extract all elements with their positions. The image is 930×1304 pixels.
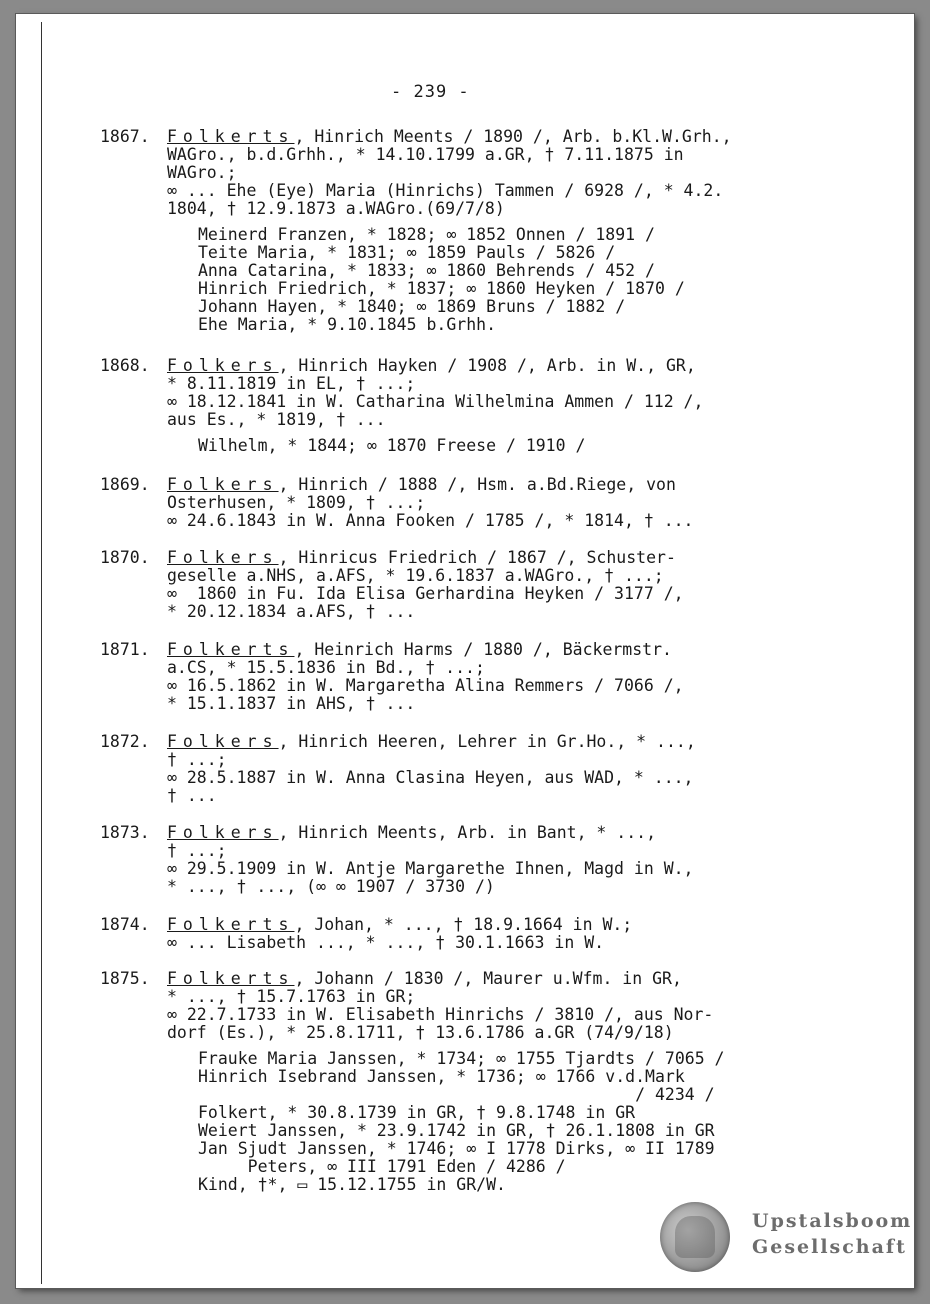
entry-text: ∞ ... Lisabeth ..., * ..., † 30.1.1663 in W. bbox=[167, 933, 605, 952]
entry bbox=[100, 970, 800, 1194]
entry-text: a.CS, * 15.5.1836 in Bd., † ...; bbox=[167, 658, 485, 677]
child-line: Peters, ∞ III 1791 Eden / 4286 / bbox=[198, 1157, 566, 1176]
entry-line bbox=[167, 411, 800, 429]
child-line: Johann Hayen, * 1840; ∞ 1869 Bruns / 1882 / bbox=[198, 297, 626, 316]
entry-line bbox=[167, 393, 800, 411]
entry-number: 1867. bbox=[100, 127, 150, 146]
family-name: Folkers bbox=[167, 475, 279, 494]
seal-icon bbox=[660, 1202, 730, 1272]
family-name: Folkers bbox=[167, 732, 279, 751]
entry-text: ∞ 28.5.1887 in W. Anna Clasina Heyen, aus WAD, * ..., bbox=[167, 768, 694, 787]
entry-text: Johan, * ..., † 18.9.1664 in W.; bbox=[314, 915, 633, 934]
entry bbox=[100, 357, 800, 455]
entry-body bbox=[167, 357, 800, 455]
entry bbox=[100, 916, 800, 952]
entry-line: Folkers, Hinrich Hayken / 1908 /, Arb. in W., GR, bbox=[167, 356, 696, 375]
family-name: Folkers bbox=[167, 823, 279, 842]
entry-line bbox=[167, 146, 800, 164]
child-line: Ehe Maria, * 9.10.1845 b.Grhh. bbox=[198, 315, 497, 334]
society-name bbox=[752, 1208, 912, 1260]
entry-line bbox=[167, 1024, 800, 1042]
entry-text: geselle a.NHS, a.AFS, * 19.6.1837 a.WAGro., † ...; bbox=[167, 566, 664, 585]
entry-number: 1871. bbox=[100, 640, 150, 659]
entry-text: Hinricus Friedrich / 1867 /, Schuster- bbox=[298, 548, 676, 567]
entry-number: 1870. bbox=[100, 548, 150, 567]
entry-text: ∞ 29.5.1909 in W. Antje Margarethe Ihnen, Magd in W., bbox=[167, 859, 694, 878]
entry bbox=[100, 128, 800, 334]
entry-text: Hinrich Heeren, Lehrer in Gr.Ho., * ..., bbox=[298, 732, 696, 751]
entry-text: ∞ 24.6.1843 in W. Anna Fooken / 1785 /, * 1814, † ... bbox=[167, 511, 694, 530]
entry-body bbox=[167, 549, 800, 621]
child-line: Hinrich Friedrich, * 1837; ∞ 1860 Heyken / 1870 / bbox=[198, 279, 685, 298]
entry-text: ∞ 16.5.1862 in W. Margaretha Alina Remmers / 7066 /, bbox=[167, 676, 684, 695]
entry-line: Folkerts, Hinrich Meents / 1890 /, Arb. b.Kl.W.Grh., bbox=[167, 127, 732, 146]
entry-body bbox=[167, 970, 800, 1194]
entry-line bbox=[167, 603, 800, 621]
entry-line: Folkers, Hinrich Heeren, Lehrer in Gr.Ho., * ..., bbox=[167, 732, 696, 751]
child-line: Frauke Maria Janssen, * 1734; ∞ 1755 Tjardts / 7065 / bbox=[198, 1049, 725, 1068]
society-name-line-1: Upstalsboom bbox=[752, 1210, 913, 1232]
entry-number: 1875. bbox=[100, 969, 150, 988]
family-name: Folkerts bbox=[167, 127, 295, 146]
entry-line: Folkerts, Johann / 1830 /, Maurer u.Wfm. in GR, bbox=[167, 969, 682, 988]
entry-line: Folkerts, Johan, * ..., † 18.9.1664 in W.; bbox=[167, 915, 633, 934]
entry-text: * 20.12.1834 a.AFS, † ... bbox=[167, 602, 416, 621]
entry-line bbox=[167, 164, 800, 182]
children-list bbox=[167, 226, 800, 334]
entry-number: 1869. bbox=[100, 475, 150, 494]
entry-line bbox=[167, 659, 800, 677]
entry-line bbox=[167, 567, 800, 585]
entry-number: 1873. bbox=[100, 823, 150, 842]
entry-body bbox=[167, 476, 800, 530]
entry-text: ∞ ... Ehe (Eye) Maria (Hinrichs) Tammen / 6928 /, * 4.2. bbox=[167, 181, 724, 200]
entry-line bbox=[167, 787, 800, 805]
entry-text: WAGro.; bbox=[167, 163, 237, 182]
society-stamp bbox=[660, 1200, 913, 1276]
child-line: Meinerd Franzen, * 1828; ∞ 1852 Onnen / 1891 / bbox=[198, 225, 655, 244]
family-name: Folkers bbox=[167, 548, 279, 567]
entry-text: ∞ 1860 in Fu. Ida Elisa Gerhardina Heyken / 3177 /, bbox=[167, 584, 684, 603]
entry-line bbox=[167, 1006, 800, 1024]
entry-text: 1804, † 12.9.1873 a.WAGro.(69/7/8) bbox=[167, 199, 505, 218]
entry-text: † ...; bbox=[167, 841, 227, 860]
entry-text: ∞ 18.12.1841 in W. Catharina Wilhelmina Ammen / 112 /, bbox=[167, 392, 704, 411]
entry-line bbox=[167, 751, 800, 769]
child-line: Folkert, * 30.8.1739 in GR, † 9.8.1748 in GR bbox=[198, 1103, 636, 1122]
entry-text: aus Es., * 1819, † ... bbox=[167, 410, 386, 429]
margin-line bbox=[41, 22, 42, 1284]
entry-line: Folkers, Hinrich / 1888 /, Hsm. a.Bd.Riege, von bbox=[167, 475, 676, 494]
child-line: Hinrich Isebrand Janssen, * 1736; ∞ 1766 v.d.Mark bbox=[198, 1067, 685, 1086]
entry-line bbox=[167, 494, 800, 512]
entry bbox=[100, 549, 800, 621]
entry bbox=[100, 476, 800, 530]
child-line: Teite Maria, * 1831; ∞ 1859 Pauls / 5826 / bbox=[198, 243, 616, 262]
entry-line bbox=[167, 375, 800, 393]
entry-text: * 15.1.1837 in AHS, † ... bbox=[167, 694, 416, 713]
entry-text: Hinrich Hayken / 1908 /, Arb. in W., GR, bbox=[298, 356, 696, 375]
entry-number: 1868. bbox=[100, 356, 150, 375]
entry-number: 1874. bbox=[100, 915, 150, 934]
entry-text: * 8.11.1819 in EL, † ...; bbox=[167, 374, 416, 393]
entry-text: ∞ 22.7.1733 in W. Elisabeth Hinrichs / 3810 /, aus Nor- bbox=[167, 1005, 714, 1024]
entry-body bbox=[167, 733, 800, 805]
entry-line bbox=[167, 988, 800, 1006]
entry-body bbox=[167, 128, 800, 334]
entry-line bbox=[167, 695, 800, 713]
child-line: Wilhelm, * 1844; ∞ 1870 Freese / 1910 / bbox=[198, 436, 586, 455]
entry-line bbox=[167, 842, 800, 860]
entry-line bbox=[167, 512, 800, 530]
children-list bbox=[167, 437, 800, 455]
entry-body bbox=[167, 641, 800, 713]
entry-text: Johann / 1830 /, Maurer u.Wfm. in GR, bbox=[314, 969, 682, 988]
entry-body bbox=[167, 824, 800, 896]
entry-line bbox=[167, 182, 800, 200]
entry-line: Folkerts, Heinrich Harms / 1880 /, Bäckermstr. bbox=[167, 640, 672, 659]
society-name-line-2: Gesellschaft bbox=[752, 1236, 907, 1258]
entry-line bbox=[167, 585, 800, 603]
entry-line: Folkers, Hinrich Meents, Arb. in Bant, * ..., bbox=[167, 823, 657, 842]
entry-text: † ... bbox=[167, 786, 217, 805]
family-name: Folkerts bbox=[167, 640, 295, 659]
page-number: - 239 - bbox=[391, 82, 470, 102]
children-list bbox=[167, 1050, 800, 1194]
entry-text: dorf (Es.), * 25.8.1711, † 13.6.1786 a.GR (74/9/18) bbox=[167, 1023, 674, 1042]
entry bbox=[100, 824, 800, 896]
entry-text: * ..., † ..., (∞ ∞ 1907 / 3730 /) bbox=[167, 877, 495, 896]
entry-body bbox=[167, 916, 800, 952]
entry-line bbox=[167, 934, 800, 952]
entry-text: Hinrich / 1888 /, Hsm. a.Bd.Riege, von bbox=[298, 475, 676, 494]
child-line: Kind, †*, ▭ 15.12.1755 in GR/W. bbox=[198, 1175, 506, 1194]
entry-line bbox=[167, 878, 800, 896]
entry-number: 1872. bbox=[100, 732, 150, 751]
entry bbox=[100, 733, 800, 805]
child-line: Anna Catarina, * 1833; ∞ 1860 Behrends / 452 / bbox=[198, 261, 655, 280]
entry-line bbox=[167, 860, 800, 878]
entry-text: * ..., † 15.7.1763 in GR; bbox=[167, 987, 416, 1006]
child-line: Jan Sjudt Janssen, * 1746; ∞ I 1778 Dirks, ∞ II 1789 bbox=[198, 1139, 715, 1158]
family-name: Folkerts bbox=[167, 915, 295, 934]
entry-text: Osterhusen, * 1809, † ...; bbox=[167, 493, 426, 512]
entry-line bbox=[167, 677, 800, 695]
entry-line bbox=[167, 200, 800, 218]
entry bbox=[100, 641, 800, 713]
entry-text: † ...; bbox=[167, 750, 227, 769]
family-name: Folkerts bbox=[167, 969, 295, 988]
entry-text: Hinrich Meents, Arb. in Bant, * ..., bbox=[298, 823, 657, 842]
child-line: / 4234 / bbox=[198, 1085, 715, 1104]
entry-line bbox=[167, 769, 800, 787]
entry-text: WAGro., b.d.Grhh., * 14.10.1799 a.GR, † 7.11.1875 in bbox=[167, 145, 684, 164]
family-name: Folkers bbox=[167, 356, 279, 375]
entry-text: Hinrich Meents / 1890 /, Arb. b.Kl.W.Grh., bbox=[314, 127, 732, 146]
child-line: Weiert Janssen, * 23.9.1742 in GR, † 26.1.1808 in GR bbox=[198, 1121, 715, 1140]
document-page bbox=[16, 14, 914, 1288]
entry-line: Folkers, Hinricus Friedrich / 1867 /, Schuster- bbox=[167, 548, 676, 567]
entry-text: Heinrich Harms / 1880 /, Bäckermstr. bbox=[314, 640, 672, 659]
